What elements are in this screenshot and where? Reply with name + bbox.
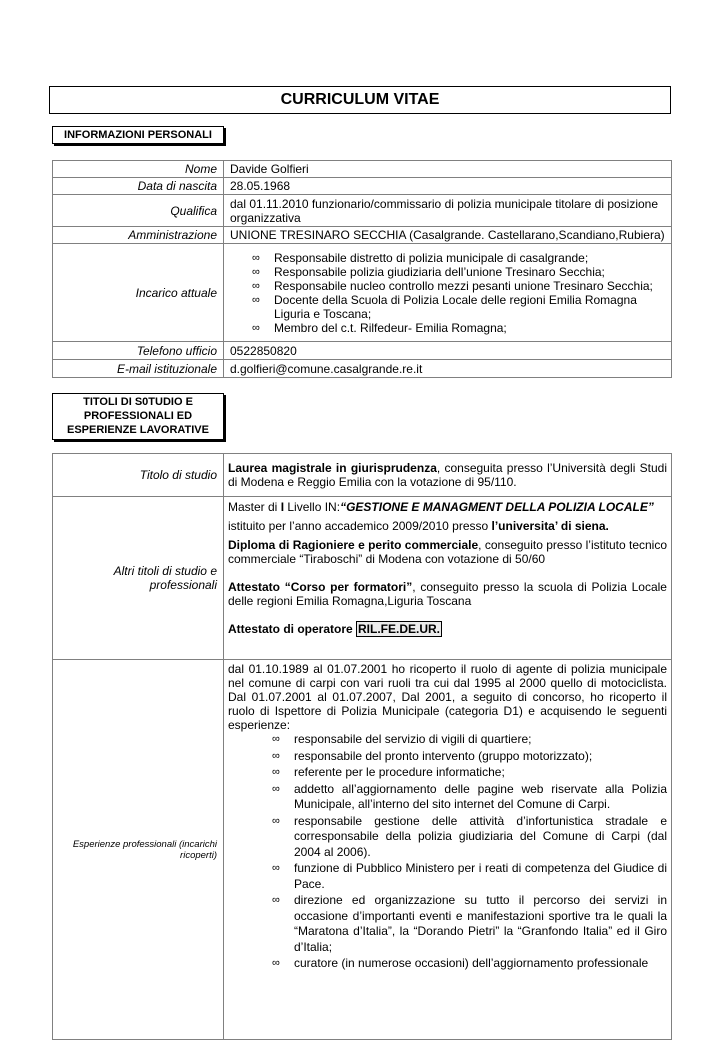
infinity-bullet-icon: ∞ [252,321,260,334]
nome-label: Nome [53,161,224,178]
list-item: ∞ funzione di Pubblico Ministero per i reati di competenza del Giudice di Pace. [272,861,667,891]
section-titoli-studio: TITOLI DI S0TUDIO E PROFESSIONALI ED ESPERIENZE LAVORATIVE [52,393,224,440]
section-informazioni-personali: INFORMAZIONI PERSONALI [52,126,224,144]
infinity-bullet-icon: ∞ [252,293,260,306]
list-item: ∞ Responsabile nucleo controllo mezzi pesanti unione Tresinaro Secchia; [252,278,653,293]
amministrazione-value: UNIONE TRESINARO SECCHIA (Casalgrande. Castellarano,Scandiano,Rubiera) [224,227,672,244]
studio-table [52,453,672,1040]
infinity-bullet-icon: ∞ [252,279,260,292]
infinity-bullet-icon: ∞ [272,766,280,778]
list-item: ∞ responsabile del pronto intervento (gruppo motorizzato); [272,748,593,763]
list-item: ∞ Docente della Scuola di Polizia Locale delle regioni Emilia Romagna Liguria e Toscana; [252,292,637,321]
incarico-label: Incarico attuale [53,244,224,342]
list-item: ∞ Responsabile distretto di polizia municipale di casalgrande; [252,250,589,265]
nascita-label: Data di nascita [53,178,224,195]
esperienze-label: Esperienze professionali (incarichi ricoperti) [53,660,224,1040]
altri-titoli-value: Master di I Livello IN:“GESTIONE E MANAGMENT DELLA POLIZIA LOCALE” istituito per l’anno accademico 2009/2010 presso l’universita’ di siena. Diploma di Ragioniere e perito commerciale, conseguito presso l’istituto tecnico commerciale “Tiraboschi” di Modena con votazione di 50/60 Attestato “Corso per formatori”, conseguito presso la scuola di Polizia Locale delle regioni Emilia Romagna,Liguria Toscana Attestato di operatore RIL.FE.DE.UR. [224,497,672,660]
list-item: ∞ Membro del c.t. Rilfedeur- Emilia Romagna; [252,320,507,335]
list-item: ∞ addetto all’aggiornamento delle pagine web riservate alla Polizia Municipale, all’interno del sito internet del Comune di Carpi. [272,781,667,811]
esperienze-intro: dal 01.10.1989 al 01.07.2001 ho ricoperto il ruolo di agente di polizia municipale nel comune di carpi con vari ruoli tra cui dal 1995 al 2000 quello di motociclista. Dal 01.07.2001 al 01.07.2007, Dal 2001, a seguito di concorso, ho ricoperto il ruolo di Ispettore di Polizia Municipale (categoria D1) e acquisendo le seguenti esperienze: [228,662,667,732]
qualifica-label: Qualifica [53,195,224,227]
infinity-bullet-icon: ∞ [252,251,260,264]
titolo-label: Titolo di studio [53,454,224,497]
nome-value: Davide Golfieri [224,161,672,178]
infinity-bullet-icon: ∞ [272,782,280,795]
list-item: ∞ Responsabile polizia giudiziaria dell’unione Tresinaro Secchia; [252,264,605,279]
personal-info-table [52,160,672,378]
list-item: ∞ curatore (in numerose occasioni) dell’aggiornamento professionale [272,956,649,970]
infinity-bullet-icon: ∞ [252,265,260,278]
infinity-bullet-icon: ∞ [272,862,280,874]
document-title: CURRICULUM VITAE [49,86,671,114]
altri-titoli-label: Altri titoli di studio e professionali [53,497,224,660]
list-item: ∞ responsabile del servizio di vigili di quartiere; [272,732,532,746]
infinity-bullet-icon: ∞ [272,894,280,906]
esperienze-value [224,660,672,1040]
infinity-bullet-icon: ∞ [272,957,280,969]
infinity-bullet-icon: ∞ [272,749,280,762]
list-item: ∞ direzione ed organizzazione su tutto il percorso dei servizi in occasione d’importanti eventi e manifestazioni sportive tra le quali la “Maratona d’Italia”, la “Dorando Pietri” la “Granfondo Italia” ed il Giro d’Italia; [272,893,667,954]
incarico-list [230,251,665,335]
telefono-value: 0522850820 [224,342,672,360]
qualifica-value: dal 01.11.2010 funzionario/commissario di polizia municipale titolare di posizione organizzativa [224,195,672,227]
list-item: ∞ responsabile gestione delle attività d’infortunistica stradale e corresponsabile della polizia giudiziaria del Comune di Carpi (dal 2004 al 2006). [272,813,667,859]
esperienze-list [228,732,667,972]
email-label: E-mail istituzionale [53,360,224,378]
list-item: ∞ referente per le procedure informatiche; [272,765,505,779]
rilfedeur-highlight: RIL.FE.DE.UR. [358,622,441,636]
email-value: d.golfieri@comune.casalgrande.re.it [224,360,672,378]
nascita-value: 28.05.1968 [224,178,672,195]
infinity-bullet-icon: ∞ [272,733,280,745]
infinity-bullet-icon: ∞ [272,814,280,827]
incarico-value [224,244,672,342]
titolo-value: Laurea magistrale in giurisprudenza, conseguita presso l’Università degli Studi di Modena e Reggio Emilia con la votazione di 95/110. [224,454,672,497]
telefono-label: Telefono ufficio [53,342,224,360]
amministrazione-label: Amministrazione [53,227,224,244]
